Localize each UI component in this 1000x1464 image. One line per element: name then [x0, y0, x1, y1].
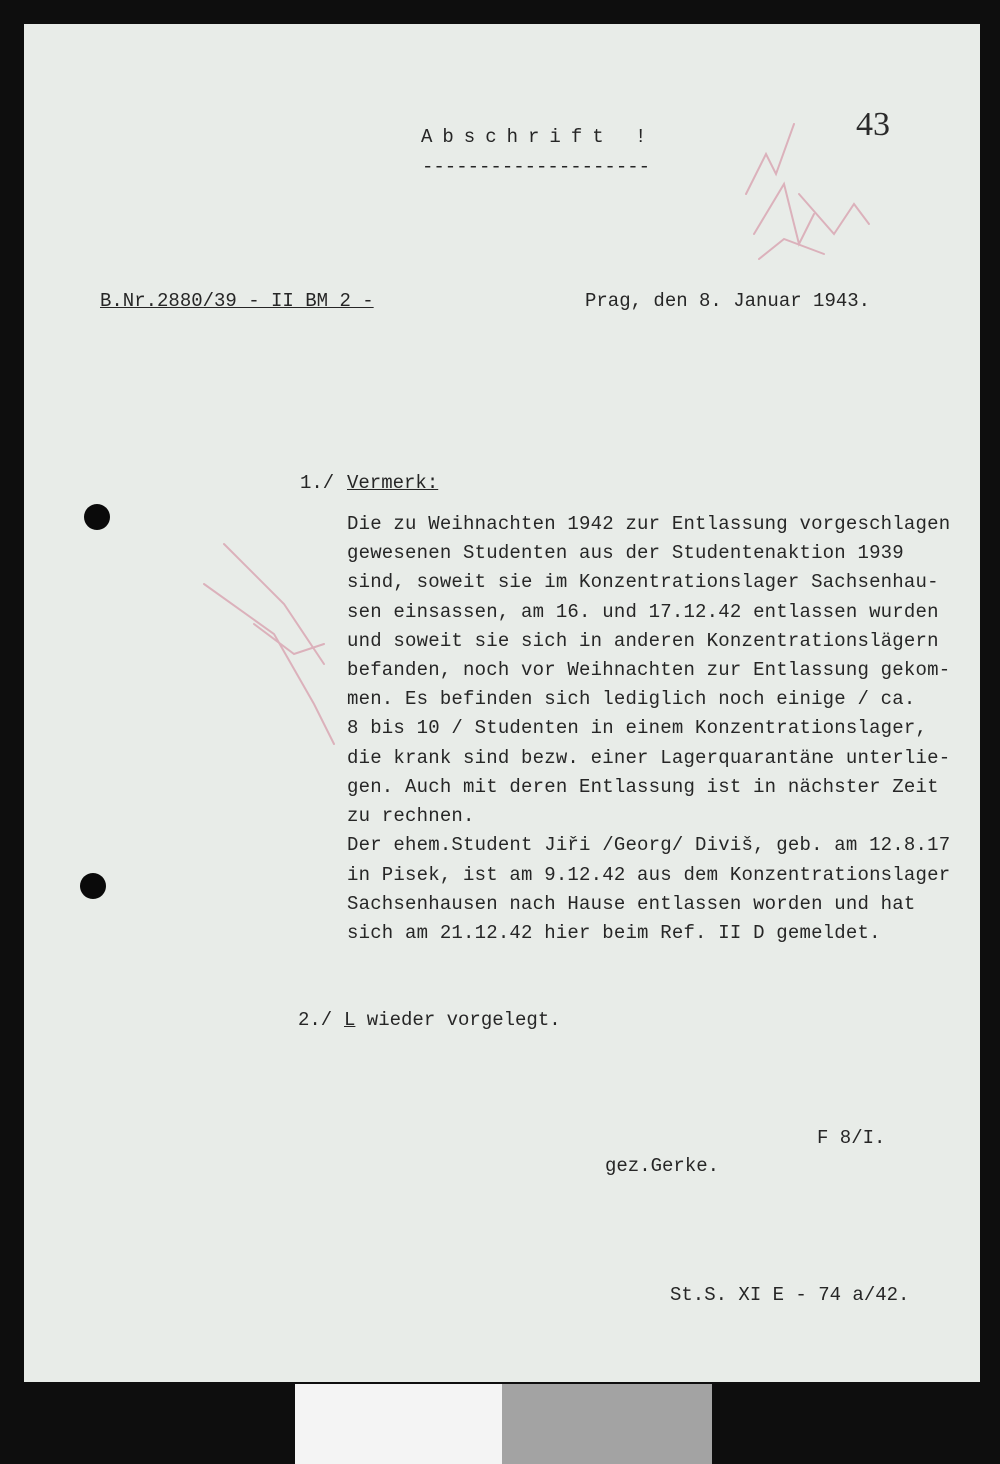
document-title: Abschrift !	[421, 126, 657, 148]
body-line: Die zu Weihnachten 1942 zur Entlassung vorgeschlagen	[347, 513, 951, 535]
reference-number: B.Nr.2880/39 - II BM 2 -	[100, 290, 374, 312]
body-line: und soweit sie sich in anderen Konzentrationslägern	[347, 630, 939, 652]
body-line: men. Es befinden sich lediglich noch einige / ca.	[347, 688, 916, 710]
body-line: zu rechnen.	[347, 805, 475, 827]
page-number: 43	[856, 106, 890, 143]
body-line: gen. Auch mit deren Entlassung ist in nächster Zeit	[347, 776, 939, 798]
body-line: Der ehem.Student Jiři /Georg/ Diviš, geb. am 12.8.17	[347, 834, 951, 856]
signature: gez.Gerke.	[605, 1155, 720, 1177]
body-line: die krank sind bezw. einer Lagerquarantäne unterlie-	[347, 747, 951, 769]
body-line: sen einsassen, am 16. und 17.12.42 entlassen wurden	[347, 601, 939, 623]
body-line: gewesenen Studenten aus der Studentenaktion 1939	[347, 542, 904, 564]
item1-heading: Vermerk:	[347, 472, 439, 494]
initials: F 8/I.	[817, 1127, 886, 1149]
item1-number: 1./	[300, 472, 335, 494]
body-line: in Pisek, ist am 9.12.42 aus dem Konzentrationslager	[347, 864, 951, 886]
body-line: sind, soweit sie im Konzentrationslager Sachsenhau-	[347, 571, 939, 593]
file-reference: St.S. XI E - 74 a/42.	[670, 1284, 910, 1306]
punch-hole	[80, 873, 106, 899]
body-line: befanden, noch vor Weihnachten zur Entlassung gekom-	[347, 659, 951, 681]
body-line: 8 bis 10 / Studenten in einem Konzentrationslager,	[347, 717, 928, 739]
punch-hole	[84, 504, 110, 530]
color-card-white	[295, 1384, 502, 1464]
document-page	[24, 24, 980, 1382]
color-card-grey	[502, 1384, 712, 1464]
body-line: sich am 21.12.42 hier beim Ref. II D gemeldet.	[347, 922, 881, 944]
item2-text	[344, 1011, 561, 1030]
title-underline: --------------------	[422, 156, 651, 178]
place-date: Prag, den 8. Januar 1943.	[585, 290, 871, 312]
item2-letter: L	[344, 1009, 356, 1031]
item2-remainder: wieder vorgelegt.	[355, 1009, 561, 1031]
item2-number: 2./	[298, 1009, 333, 1031]
body-line: Sachsenhausen nach Hause entlassen worden und hat	[347, 893, 916, 915]
